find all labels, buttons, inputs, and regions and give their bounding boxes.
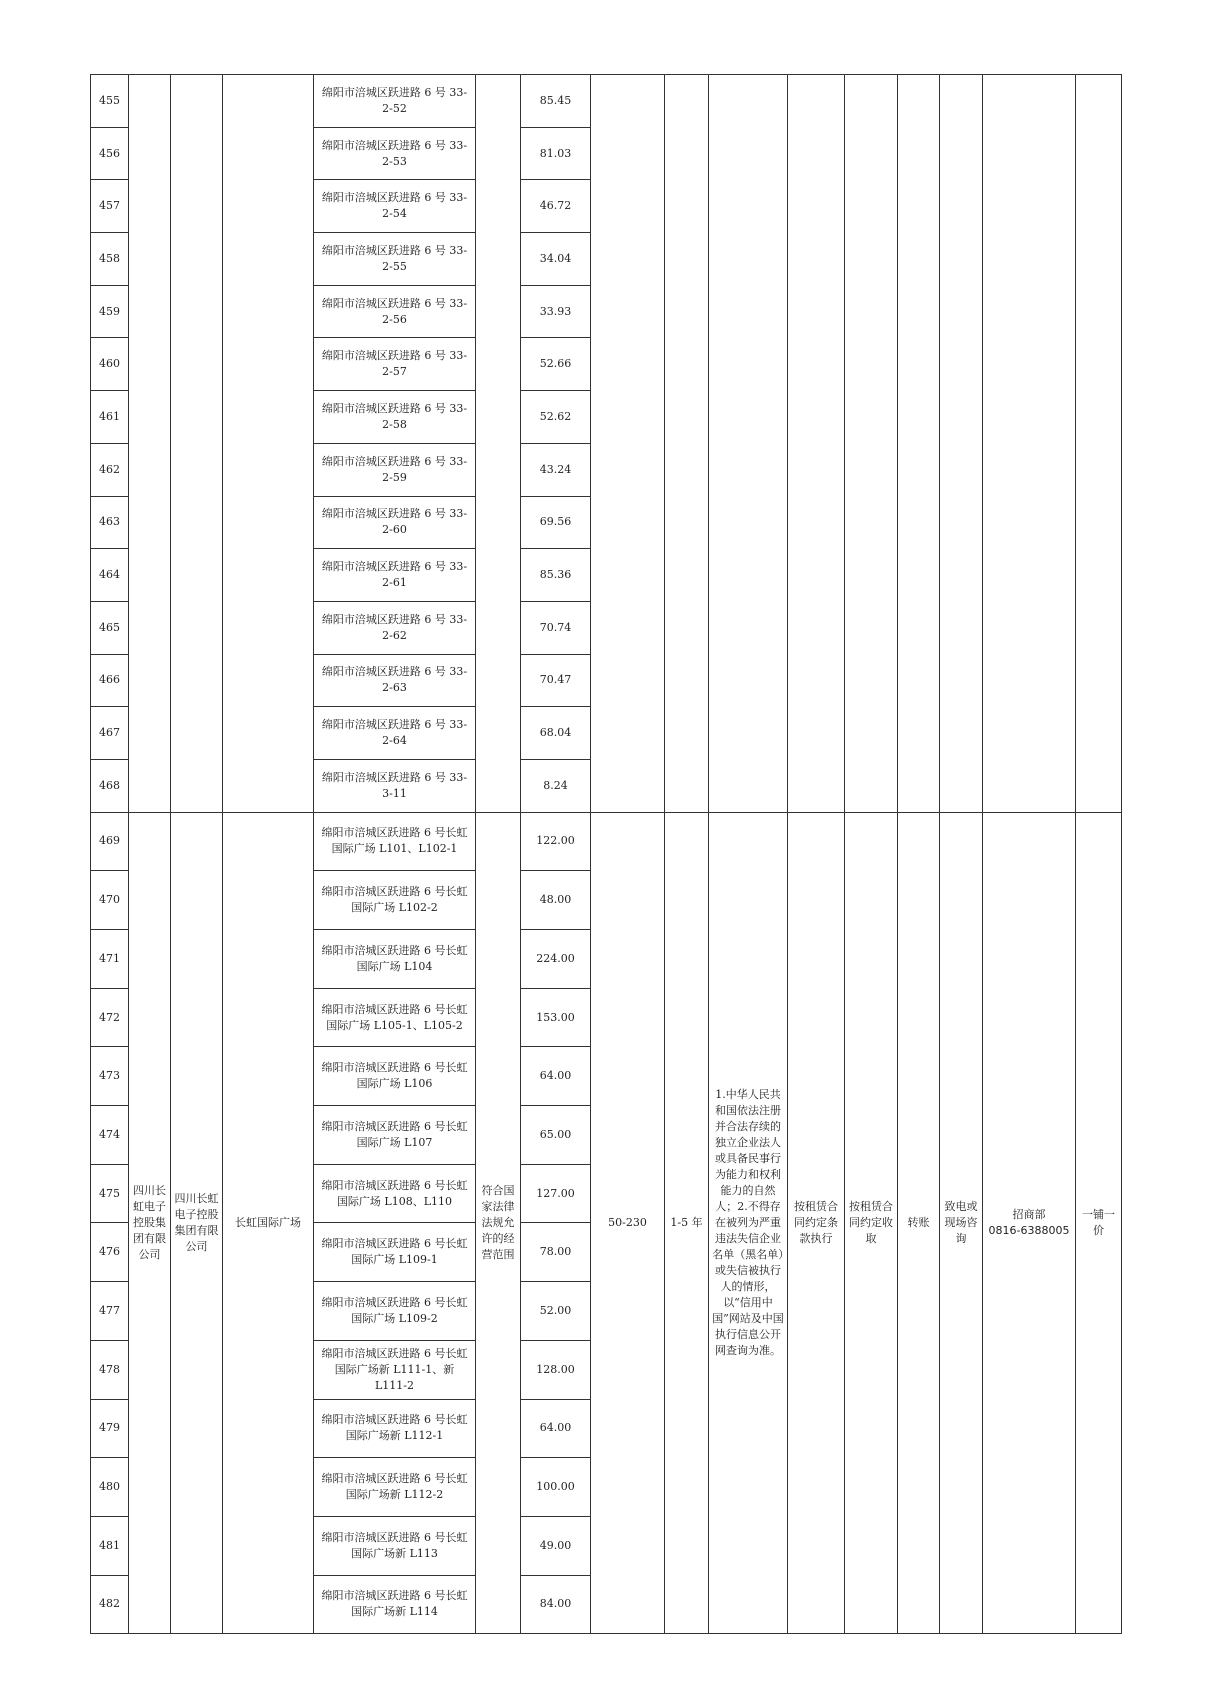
address-cell: 绵阳市涪城区跃进路 6 号 33-2-56: [314, 285, 476, 338]
term-cell: [665, 75, 709, 813]
address-cell: 绵阳市涪城区跃进路 6 号 33-2-59: [314, 443, 476, 496]
inquiry-cell: [940, 75, 983, 813]
project-cell: 长虹国际广场: [223, 812, 314, 1634]
area-cell: 84.00: [521, 1575, 591, 1634]
area-cell: 69.56: [521, 496, 591, 549]
address-cell: 绵阳市涪城区跃进路 6 号 33-2-63: [314, 654, 476, 707]
area-cell: 68.04: [521, 707, 591, 760]
area-cell: 33.93: [521, 285, 591, 338]
table-row: [91, 812, 1122, 871]
area-cell: 46.72: [521, 180, 591, 233]
area-cell: 128.00: [521, 1340, 591, 1399]
inquiry-cell: 致电或现场咨询: [940, 812, 983, 1634]
area-cell: 78.00: [521, 1223, 591, 1282]
address-cell: 绵阳市涪城区跃进路 6 号 33-2-61: [314, 549, 476, 602]
deposit-cell: [788, 75, 845, 813]
row-number: 471: [91, 930, 129, 989]
area-cell: 43.24: [521, 443, 591, 496]
contact-phone: 0816-6388005: [988, 1223, 1070, 1237]
address-cell: 绵阳市涪城区跃进路 6 号长虹国际广场 L101、L102-1: [314, 812, 476, 871]
row-number: 478: [91, 1340, 129, 1399]
owner-cell: [129, 75, 171, 813]
area-cell: 127.00: [521, 1164, 591, 1223]
row-number: 460: [91, 338, 129, 391]
area-cell: 85.36: [521, 549, 591, 602]
row-number: 463: [91, 496, 129, 549]
area-cell: 52.62: [521, 391, 591, 444]
address-cell: 绵阳市涪城区跃进路 6 号 33-2-55: [314, 233, 476, 286]
business-scope-cell: [476, 75, 521, 813]
term-cell: 1-5 年: [665, 812, 709, 1634]
area-cell: 64.00: [521, 1047, 591, 1106]
area-cell: 81.03: [521, 127, 591, 180]
table-row: [91, 75, 1122, 128]
row-number: 477: [91, 1282, 129, 1341]
row-number: 462: [91, 443, 129, 496]
row-number: 467: [91, 707, 129, 760]
address-cell: 绵阳市涪城区跃进路 6 号长虹国际广场新 L112-2: [314, 1458, 476, 1517]
contact-cell: [983, 812, 1076, 1634]
address-cell: 绵阳市涪城区跃进路 6 号长虹国际广场 L109-1: [314, 1223, 476, 1282]
row-number: 474: [91, 1106, 129, 1165]
conditions-cell: [709, 75, 788, 813]
area-cell: 100.00: [521, 1458, 591, 1517]
address-cell: 绵阳市涪城区跃进路 6 号 33-2-52: [314, 75, 476, 128]
row-number: 476: [91, 1223, 129, 1282]
contact-cell: [983, 75, 1076, 813]
row-number: 480: [91, 1458, 129, 1517]
address-cell: 绵阳市涪城区跃进路 6 号长虹国际广场新 L113: [314, 1516, 476, 1575]
contact-dept: 招商部: [1012, 1207, 1046, 1221]
table-body: [91, 75, 1122, 1634]
row-number: 465: [91, 601, 129, 654]
address-cell: 绵阳市涪城区跃进路 6 号长虹国际广场 L109-2: [314, 1282, 476, 1341]
address-cell: 绵阳市涪城区跃进路 6 号 33-2-53: [314, 127, 476, 180]
pricing-cell: [1076, 75, 1122, 813]
area-cell: 49.00: [521, 1516, 591, 1575]
row-number: 466: [91, 654, 129, 707]
row-number: 481: [91, 1516, 129, 1575]
project-cell: [223, 75, 314, 813]
area-cell: 8.24: [521, 759, 591, 812]
row-number: 455: [91, 75, 129, 128]
row-number: 468: [91, 759, 129, 812]
area-cell: 52.66: [521, 338, 591, 391]
address-cell: 绵阳市涪城区跃进路 6 号长虹国际广场新 L114: [314, 1575, 476, 1634]
address-cell: 绵阳市涪城区跃进路 6 号长虹国际广场新 L111-1、新 L111-2: [314, 1340, 476, 1399]
row-number: 458: [91, 233, 129, 286]
row-number: 461: [91, 391, 129, 444]
area-cell: 224.00: [521, 930, 591, 989]
address-cell: 绵阳市涪城区跃进路 6 号长虹国际广场新 L112-1: [314, 1399, 476, 1458]
business-scope-cell: 符合国家法律法规允许的经营范围: [476, 812, 521, 1634]
address-cell: 绵阳市涪城区跃进路 6 号长虹国际广场 L105-1、L105-2: [314, 988, 476, 1047]
row-number: 475: [91, 1164, 129, 1223]
row-number: 470: [91, 871, 129, 930]
row-number: 469: [91, 812, 129, 871]
area-cell: 52.00: [521, 1282, 591, 1341]
pay-method-cell: 转账: [898, 812, 940, 1634]
address-cell: 绵阳市涪城区跃进路 6 号 33-2-60: [314, 496, 476, 549]
area-cell: 153.00: [521, 988, 591, 1047]
pay-method-cell: [898, 75, 940, 813]
address-cell: 绵阳市涪城区跃进路 6 号 33-2-54: [314, 180, 476, 233]
owner-cell: 四川长虹电子控股集团有限公司: [129, 812, 171, 1634]
row-number: 473: [91, 1047, 129, 1106]
deposit-cell: 按租赁合同约定条款执行: [788, 812, 845, 1634]
area-cell: 122.00: [521, 812, 591, 871]
payment-cell: [845, 75, 898, 813]
row-number: 482: [91, 1575, 129, 1634]
area-cell: 70.47: [521, 654, 591, 707]
row-number: 464: [91, 549, 129, 602]
address-cell: 绵阳市涪城区跃进路 6 号长虹国际广场 L104: [314, 930, 476, 989]
address-cell: 绵阳市涪城区跃进路 6 号 33-2-57: [314, 338, 476, 391]
row-number: 457: [91, 180, 129, 233]
address-cell: 绵阳市涪城区跃进路 6 号长虹国际广场 L107: [314, 1106, 476, 1165]
property-listing-table: [90, 74, 1122, 1634]
conditions-cell: 1.中华人民共和国依法注册并合法存续的独立企业法人或具备民事行为能力和权利能力的自然人；2.不得存在被列为严重违法失信企业名单（黑名单）或失信被执行人的情形，以“信用中国”网站及中国执行信息公开网查询为准。: [709, 812, 788, 1634]
address-cell: 绵阳市涪城区跃进路 6 号 33-3-11: [314, 759, 476, 812]
rent-range-cell: [591, 75, 665, 813]
lessor-cell: 四川长虹电子控股集团有限公司: [171, 812, 223, 1634]
area-cell: 85.45: [521, 75, 591, 128]
address-cell: 绵阳市涪城区跃进路 6 号长虹国际广场 L108、L110: [314, 1164, 476, 1223]
pricing-cell: 一铺一价: [1076, 812, 1122, 1634]
address-cell: 绵阳市涪城区跃进路 6 号长虹国际广场 L106: [314, 1047, 476, 1106]
address-cell: 绵阳市涪城区跃进路 6 号长虹国际广场 L102-2: [314, 871, 476, 930]
area-cell: 70.74: [521, 601, 591, 654]
address-cell: 绵阳市涪城区跃进路 6 号 33-2-62: [314, 601, 476, 654]
row-number: 472: [91, 988, 129, 1047]
area-cell: 64.00: [521, 1399, 591, 1458]
row-number: 459: [91, 285, 129, 338]
lessor-cell: [171, 75, 223, 813]
row-number: 479: [91, 1399, 129, 1458]
row-number: 456: [91, 127, 129, 180]
area-cell: 65.00: [521, 1106, 591, 1165]
area-cell: 34.04: [521, 233, 591, 286]
area-cell: 48.00: [521, 871, 591, 930]
address-cell: 绵阳市涪城区跃进路 6 号 33-2-64: [314, 707, 476, 760]
rent-range-cell: 50-230: [591, 812, 665, 1634]
address-cell: 绵阳市涪城区跃进路 6 号 33-2-58: [314, 391, 476, 444]
payment-cell: 按租赁合同约定收取: [845, 812, 898, 1634]
